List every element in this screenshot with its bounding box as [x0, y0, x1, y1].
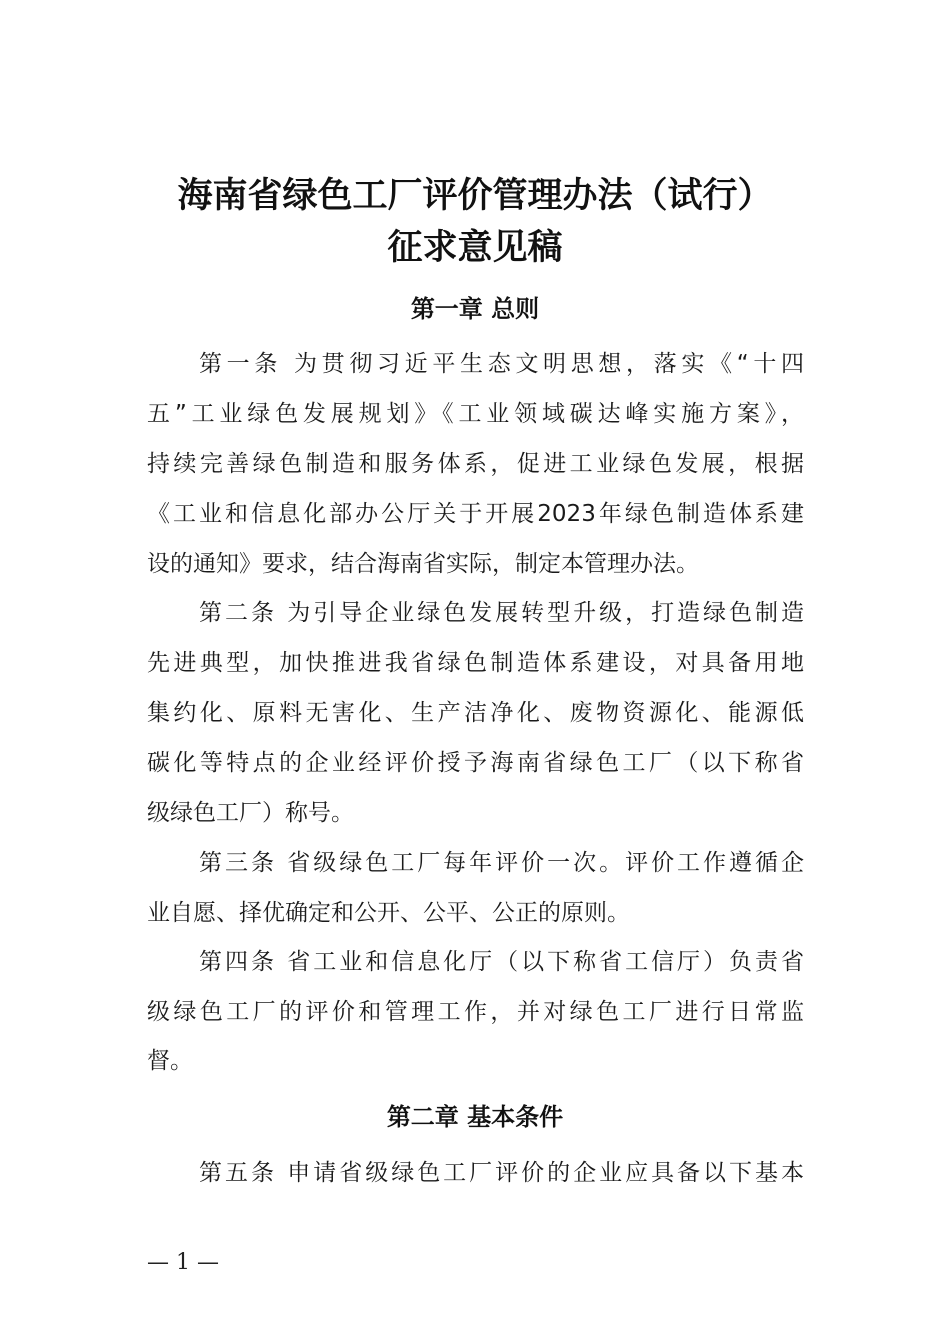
article-4-line-3: 督。: [147, 1048, 193, 1074]
article-1-line-1: 第一条 为贯彻习近平生态文明思想，落实《“十四: [199, 351, 804, 377]
article-4-line-2: 级绿色工厂的评价和管理工作，并对绿色工厂进行日常监: [147, 999, 804, 1025]
article-3-line-2: 业自愿、择优确定和公开、公平、公正的原则。: [147, 900, 630, 926]
article-4-line-1: 第四条 省工业和信息化厅（以下称省工信厅）负责省: [199, 949, 804, 975]
page-number: — 1 —: [147, 1250, 219, 1275]
article-1-line-3: 持续完善绿色制造和服务体系，促进工业绿色发展，根据: [147, 451, 804, 477]
article-2-line-3: 集约化、原料无害化、生产洁净化、废物资源化、能源低: [147, 700, 804, 726]
article-2-line-4: 碳化等特点的企业经评价授予海南省绿色工厂（以下称省: [147, 750, 804, 776]
chapter-heading-1: 第一章 总则: [410, 294, 540, 323]
article-2-line-1: 第二条 为引导企业绿色发展转型升级，打造绿色制造: [199, 600, 804, 626]
article-5-line-1: 第五条 申请省级绿色工厂评价的企业应具备以下基本: [199, 1160, 804, 1186]
document-title-line-1: 海南省绿色工厂评价管理办法（试行）: [177, 175, 773, 216]
article-1-line-2: 五”工业绿色发展规划》《工业领域碳达峰实施方案》，: [147, 401, 804, 427]
chapter-heading-2: 第二章 基本条件: [386, 1102, 564, 1131]
article-2-line-5: 级绿色工厂）称号。: [147, 800, 354, 826]
article-1-line-5: 设的通知》要求，结合海南省实际，制定本管理办法。: [147, 551, 699, 577]
article-3-line-1: 第三条 省级绿色工厂每年评价一次。评价工作遵循企: [199, 850, 804, 876]
article-1-line-4: 《工业和信息化部办公厅关于开展2023年绿色制造体系建: [147, 501, 804, 527]
article-2-line-2: 先进典型，加快推进我省绿色制造体系建设，对具备用地: [147, 650, 804, 676]
document-title-line-2: 征求意见稿: [387, 227, 563, 268]
